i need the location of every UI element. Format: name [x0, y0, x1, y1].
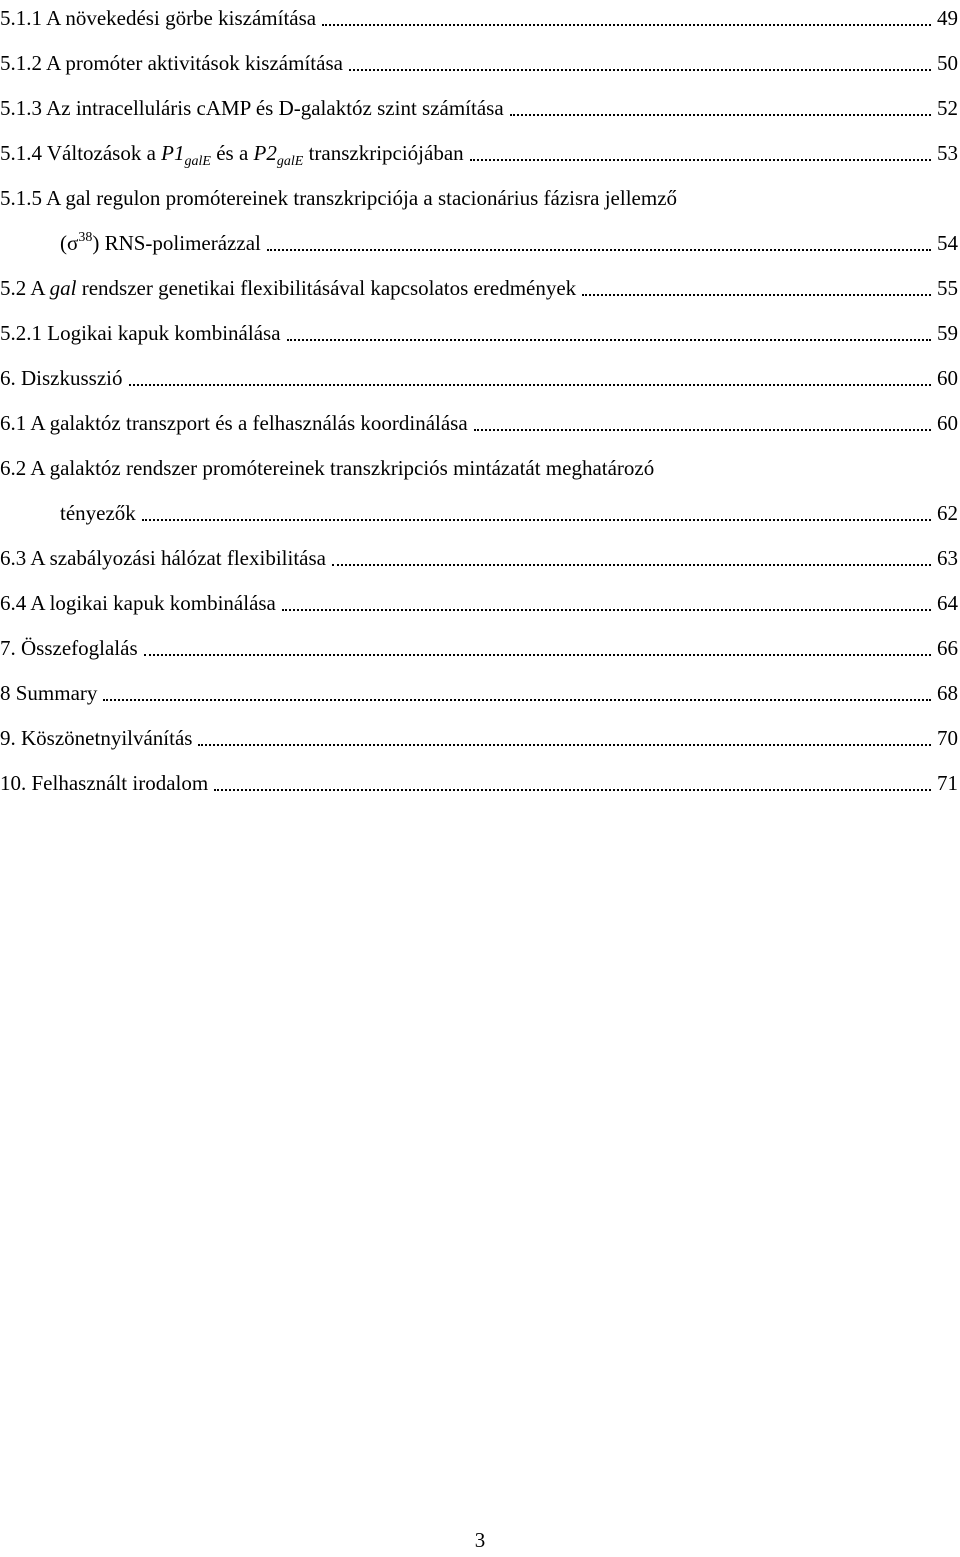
toc-entry-page: 52 — [937, 96, 958, 120]
dot-leader — [470, 159, 931, 161]
toc-entry — [0, 720, 958, 750]
dot-leader — [332, 564, 931, 566]
toc-entry-page: 49 — [937, 6, 958, 30]
toc-entry-label: 5.1.2 A promóter aktivitások kiszámítása — [0, 51, 343, 75]
toc-entry — [0, 360, 958, 390]
dot-leader — [144, 654, 931, 656]
dot-leader — [474, 429, 931, 431]
dot-leader — [282, 609, 931, 611]
toc-entry-page: 66 — [937, 636, 958, 660]
toc-entry-page: 71 — [937, 771, 958, 795]
toc-entry-label: 5.1.4 Változások a $P1_{galE}$ és a $P2_{galE}$ transzkripciójában — [0, 141, 464, 169]
toc-entry-label: 5.1.3 Az intracelluláris cAMP és D-galaktóz szint számítása — [0, 96, 504, 120]
dot-leader — [103, 699, 931, 701]
dot-leader — [129, 384, 932, 386]
toc-entry-page: 60 — [937, 366, 958, 390]
toc-entry-label: $(\sigma^{38})$ RNS-polimerázzal — [60, 230, 261, 255]
toc-entry-label: 6.2 A galaktóz rendszer promótereinek transzkripciós mintázatát meghatározó — [0, 456, 655, 480]
toc-entry — [60, 495, 958, 525]
dot-leader — [582, 294, 931, 296]
toc-entry-page: 70 — [937, 726, 958, 750]
toc-entry-label: 8 Summary — [0, 681, 98, 705]
dot-leader — [322, 24, 931, 26]
toc-entry-page: 55 — [937, 276, 958, 300]
dot-leader — [510, 114, 931, 116]
dot-leader — [142, 519, 931, 521]
toc-entry-page: 64 — [937, 591, 958, 615]
toc-entry-first-line — [0, 450, 654, 480]
toc-entry-label: 6. Diszkusszió — [0, 366, 123, 390]
toc-entry-label: 6.4 A logikai kapuk kombinálása — [0, 591, 276, 615]
toc-entry-label: 6.3 A szabályozási hálózat flexibilitása — [0, 546, 326, 570]
toc-entry-label: 9. Köszönetnyilvánítás — [0, 726, 193, 750]
toc-entry-page: 62 — [937, 501, 958, 525]
toc-entry — [0, 675, 958, 705]
toc-entry-label: 5.2 A gal rendszer genetikai flexibilitásával kapcsolatos eredmények — [0, 276, 577, 300]
toc-entry — [0, 135, 958, 169]
toc-entry — [0, 585, 958, 615]
toc-entry — [0, 270, 958, 300]
dot-leader — [287, 339, 931, 341]
toc-entry-label: 6.1 A galaktóz transzport és a felhasználás koordinálása — [0, 411, 468, 435]
toc-entry-label: 10. Felhasznált irodalom — [0, 771, 209, 795]
toc-entry-label: tényezők — [60, 501, 136, 525]
toc-entry-page: 68 — [937, 681, 958, 705]
toc-entry — [60, 225, 958, 255]
dot-leader — [349, 69, 931, 71]
toc-entry — [0, 540, 958, 570]
dot-leader — [267, 249, 931, 251]
toc-entry — [0, 45, 958, 75]
toc-entry — [0, 0, 958, 30]
toc-entry-page: 54 — [937, 231, 958, 255]
toc-entry-label: 5.1.1 A növekedési görbe kiszámítása — [0, 6, 317, 30]
toc-entry — [0, 630, 958, 660]
toc-entry — [0, 765, 958, 795]
page-number: 3 — [474, 1528, 486, 1552]
toc-entry-first-line — [0, 180, 677, 210]
toc-entry-page: 63 — [937, 546, 958, 570]
toc-entry — [0, 315, 958, 345]
toc-entry-label: 5.1.5 A gal regulon promótereinek transzkripciója a stacionárius fázisra jellemző — [0, 186, 678, 210]
toc-entry-label: 7. Összefoglalás — [0, 636, 138, 660]
toc-entry — [0, 90, 958, 120]
toc-entry — [0, 405, 958, 435]
toc-entry-page: 50 — [937, 51, 958, 75]
toc-entry-page: 53 — [937, 141, 958, 165]
dot-leader — [214, 789, 931, 791]
dot-leader — [198, 744, 931, 746]
toc-entry-label: 5.2.1 Logikai kapuk kombinálása — [0, 321, 281, 345]
toc-entry-page: 59 — [937, 321, 958, 345]
toc-entry-page: 60 — [937, 411, 958, 435]
